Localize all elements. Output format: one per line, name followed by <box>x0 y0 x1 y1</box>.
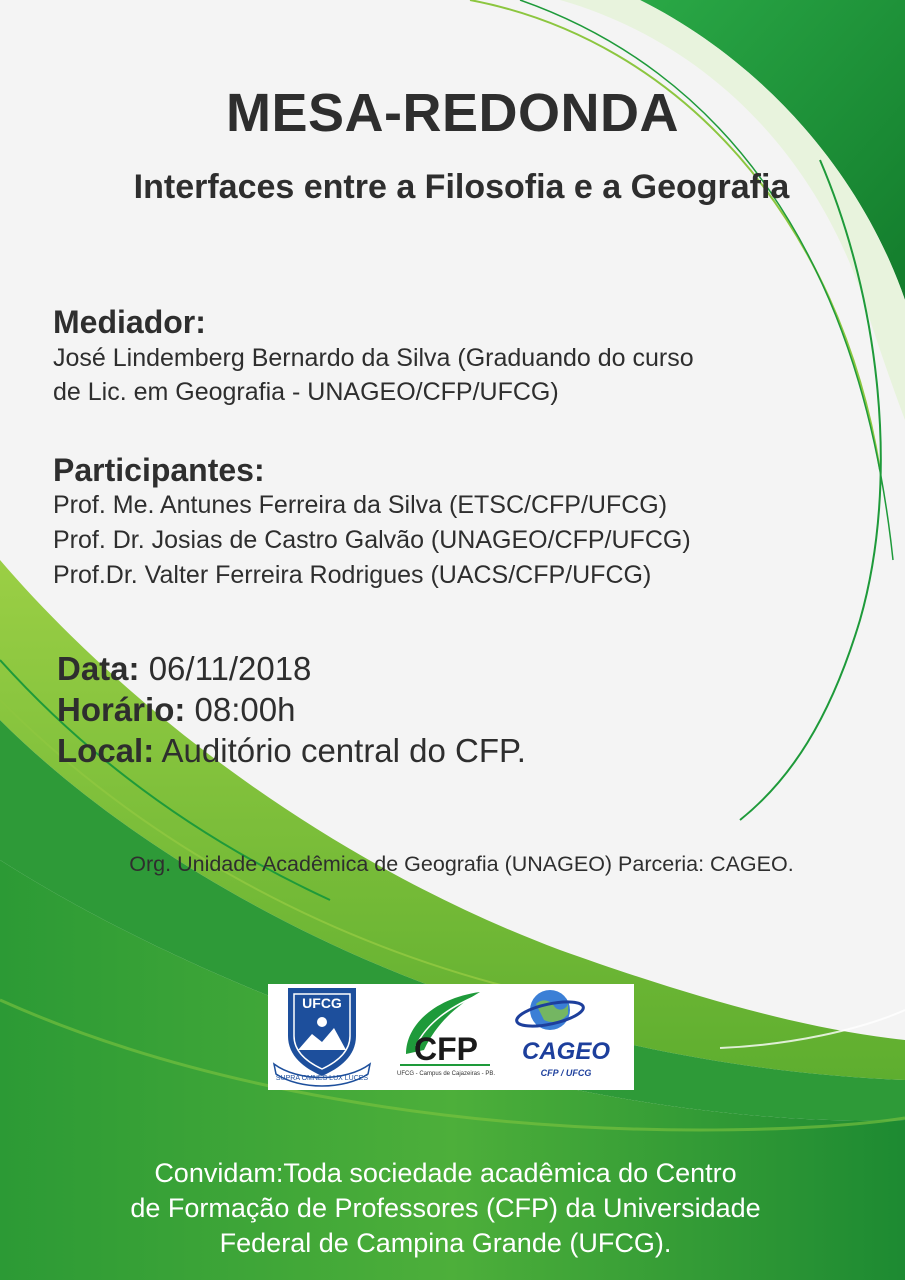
invitation-text <box>0 1156 905 1261</box>
ufcg-logo-icon <box>268 984 378 1090</box>
cageo-logo-text: CAGEO <box>521 1038 611 1065</box>
cfp-logo-text: CFP <box>414 1031 478 1067</box>
invitation-line-3: Federal de Campina Grande (UFCG). <box>219 1228 672 1258</box>
page-subtitle: Interfaces entre a Filosofia e a Geografia <box>133 168 790 206</box>
mediator-line-2: de Lic. em Geografia - UNAGEO/CFP/UFCG) <box>53 378 559 406</box>
cfp-caption: UFCG - Campus de Cajazeiras - PB. <box>396 1071 496 1077</box>
ufcg-logo-text: UFCG <box>302 995 342 1011</box>
mediator-line-1: José Lindemberg Bernardo da Silva (Graduando do curso <box>53 344 694 372</box>
ufcg-motto: SUPRA OMNES LUX LUCES <box>275 1075 369 1082</box>
place-label: Local: <box>57 732 155 769</box>
logo-strip <box>268 984 634 1090</box>
event-place <box>57 730 526 771</box>
event-time <box>57 689 295 730</box>
cageo-caption: CFP / UFCG <box>540 1068 592 1078</box>
cageo-logo-icon <box>498 984 634 1090</box>
participant-line-2: Prof. Dr. Josias de Castro Galvão (UNAGEO/CFP/UFCG) <box>53 526 691 554</box>
invitation-line-2: de Formação de Professores (CFP) da Universidade <box>130 1193 761 1223</box>
place-value: Auditório central do CFP. <box>154 732 526 769</box>
page-title: MESA-REDONDA <box>225 83 679 143</box>
mediator-heading: Mediador: <box>53 304 206 340</box>
time-label: Horário: <box>57 691 186 728</box>
organization-note: Org. Unidade Acadêmica de Geografia (UNAGEO) Parceria: CAGEO. <box>129 852 794 876</box>
time-value: 08:00h <box>185 691 296 728</box>
participant-line-3: Prof.Dr. Valter Ferreira Rodrigues (UACS/CFP/UFCG) <box>53 561 652 589</box>
cfp-logo-icon <box>386 984 496 1090</box>
date-label: Data: <box>57 650 140 687</box>
event-date <box>57 648 311 689</box>
participants-heading: Participantes: <box>53 452 265 488</box>
invitation-line-1: Convidam:Toda sociedade acadêmica do Centro <box>154 1158 737 1188</box>
participant-line-1: Prof. Me. Antunes Ferreira da Silva (ETSC/CFP/UFCG) <box>53 491 668 519</box>
date-value: 06/11/2018 <box>139 650 312 687</box>
